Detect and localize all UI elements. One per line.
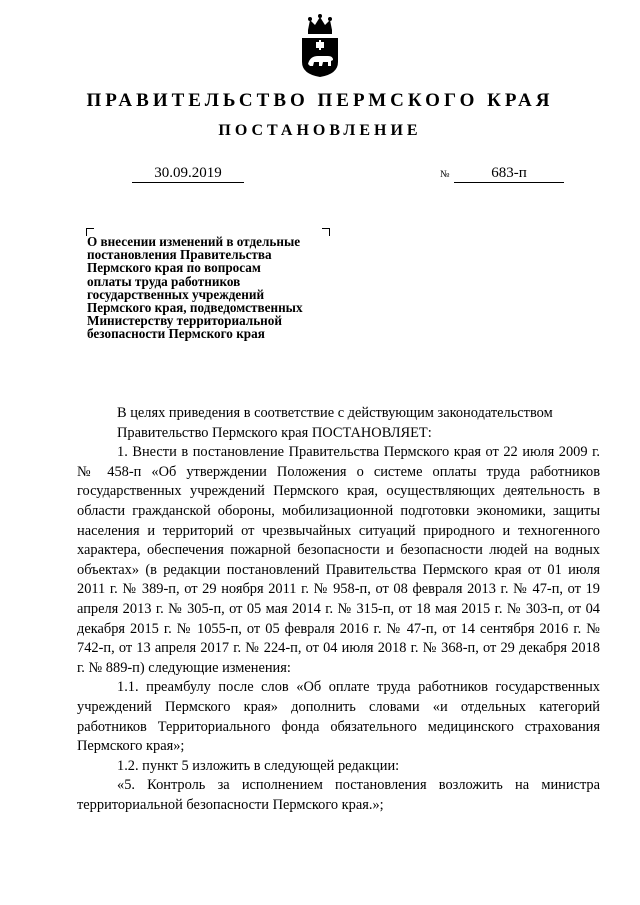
subject-line: безопасности Пермского края: [87, 326, 265, 342]
document-body: [77, 404, 600, 815]
subject-line: оплаты труда работников: [87, 273, 241, 289]
preamble-paragraph: В целях приведения в соответствие с действующим законодательством: [117, 405, 553, 421]
document-date: 30.09.2019: [132, 164, 244, 183]
subject-line: Пермского края, подведомственных: [87, 300, 303, 316]
document-subject: [87, 235, 339, 341]
clause-1-1-paragraph: 1.1. преамбулу после слов «Об оплате труда работников государственных учреждений Пермского края» дополнить словами «и отдельных категорий работников Территориального фонда обязательного медицинского страхования Пермского края»;: [77, 679, 600, 755]
clause-1-paragraph: 1. Внести в постановление Правительства Пермского края от 22 июля 2009 г. № 458-п «Об утверждении Положения о системе оплаты труда работников государственных учреждений Пермского края, осуществляющих деятельность в области гражданской обороны, мобилизационной подготовки экономики, защиты населения и территорий от чрезвычайных ситуаций природного и техногенного характера, обеспечения пожарной безопасности и безопасности людей на водных объектах» (в редакции постановлений Правительства Пермского края от 01 июля 2011 г. № 389-п, от 29 ноября 2011 г. № 958-п, от 08 февраля 2013 г. № 47-п, от 19 апреля 2013 г. № 305-п, от 05 мая 2014 г. № 315-п, от 18 мая 2015 г. № 303-п, от 04 декабря 2015 г. № 1055-п, от 05 февраля 2016 г. № 47-п, от 14 сентября 2016 г. № 742-п, от 13 апреля 2017 г. № 224-п, от 04 июля 2018 г. № 368-п, от 29 декабря 2018 г. № 889-п) следующие изменения:: [77, 444, 600, 676]
perm-krai-coat-of-arms-icon: [298, 12, 342, 78]
subject-line: постановления Правительства: [87, 247, 272, 263]
subject-line: Пермского края по вопросам: [87, 260, 261, 276]
subject-line: О внесении изменений в отдельные: [87, 234, 301, 249]
number-sign: №: [440, 169, 450, 180]
clause-5-quote-paragraph: «5. Контроль за исполнением постановления возложить на министра территориальной безопасности Пермского края.»;: [77, 777, 600, 813]
document-number: 683-п: [454, 164, 564, 183]
subject-line: государственных учреждений: [87, 286, 265, 302]
document-type: ПОСТАНОВЛЕНИЕ: [218, 122, 422, 139]
subject-line: Министерству территориальной: [87, 313, 282, 329]
clause-1-2-paragraph: 1.2. пункт 5 изложить в следующей редакции:: [117, 757, 400, 774]
resolves-paragraph: Правительство Пермского края ПОСТАНОВЛЯЕТ:: [117, 424, 432, 441]
government-title: ПРАВИТЕЛЬСТВО ПЕРМСКОГО КРАЯ: [86, 90, 554, 111]
